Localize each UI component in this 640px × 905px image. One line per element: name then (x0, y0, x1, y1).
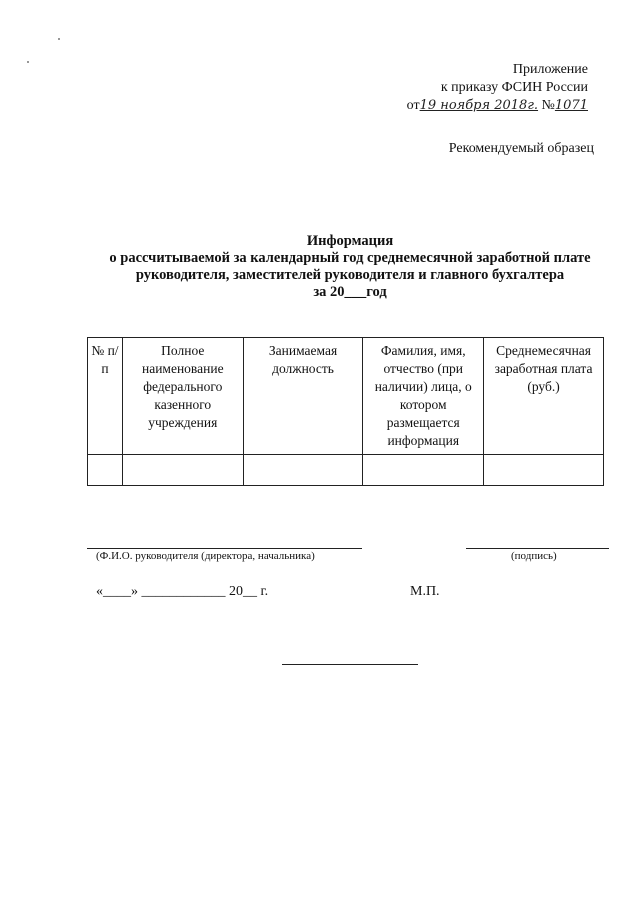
table-header-row (88, 338, 604, 455)
document-title (60, 233, 640, 301)
info-table (87, 337, 604, 486)
head-name-line (87, 548, 362, 549)
header-institution: Полное наименование федерального казенного учреждения (122, 338, 243, 455)
from-label: от (406, 98, 420, 113)
signature-line (466, 548, 609, 549)
header-number: № п/п (88, 338, 123, 455)
head-name-caption: (Ф.И.О. руководителя (директора, начальника) (96, 550, 315, 562)
table-cell (122, 455, 243, 486)
closing-line (282, 664, 418, 665)
title-line-3: руководителя, заместителей руководителя и главного бухгалтера (135, 267, 565, 283)
number-label: № (541, 98, 555, 113)
header-salary: Среднемесячная заработная плата (руб.) (484, 338, 604, 455)
header-full-name: Фамилия, имя, отчество (при наличии) лица, о котором размещается информация (363, 338, 484, 455)
title-line-2: о рассчитываемой за календарный год среднемесячной заработной плате (109, 250, 591, 266)
sample-label: Рекомендуемый образец (448, 141, 594, 156)
appendix-title: Приложение (512, 62, 588, 77)
order-date-number-line (407, 97, 588, 115)
table-cell (243, 455, 363, 486)
date-line: «____» ____________ 20__ г. (96, 584, 269, 599)
title-line-1: Информация (306, 233, 394, 249)
appendix-block (348, 61, 588, 115)
handwritten-number: 1071 (554, 98, 588, 113)
stamp-placeholder: М.П. (410, 584, 440, 599)
table-cell (88, 455, 123, 486)
handwritten-date: 19 ноября 2018г. (419, 98, 539, 113)
header-position: Занимаемая должность (243, 338, 363, 455)
appendix-order-ref: к приказу ФСИН России (440, 80, 588, 95)
table-row (88, 455, 604, 486)
signature-caption: (подпись) (511, 550, 557, 562)
scan-speck (27, 61, 29, 63)
title-line-4: за 20___год (313, 284, 387, 300)
table-cell (484, 455, 604, 486)
table-cell (363, 455, 484, 486)
scan-speck (58, 38, 60, 40)
